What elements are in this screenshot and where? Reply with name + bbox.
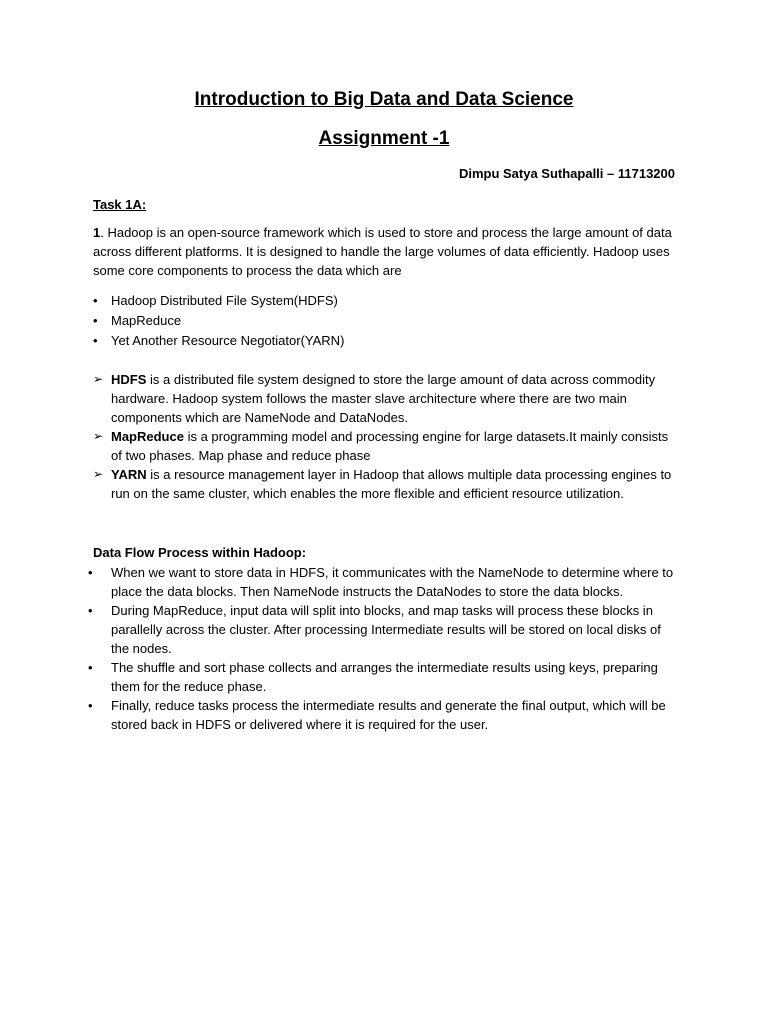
arrow-bullet-icon: ➢ [93,429,104,443]
list-item: • During MapReduce, input data will split into blocks, and map tasks will process these blocks in parallelly across the cluster. After processing Intermediate results will be stored on local disks of the nodes. [88,603,661,656]
bullet-dot-icon: • [88,698,93,713]
bullet-dot-icon: • [88,565,93,580]
intro-paragraph [93,223,678,280]
data-flow-heading: Data Flow Process within Hadoop: [93,545,307,560]
list-item: • Yet Another Resource Negotiator(YARN) [93,331,678,351]
list-item: • Hadoop Distributed File System(HDFS) [93,291,678,311]
list-item: ➢ HDFS is a distributed file system designed to store the large amount of data across commodity hardware. Hadoop system follows the master slave architecture where there are two main components which are NameNode and DataNodes. [93,372,656,425]
bullet-dot-icon: • [88,603,93,618]
intro-number: 1 [93,225,101,240]
component-details-list [93,370,678,503]
bullet-dot-icon: • [93,333,98,348]
arrow-bullet-icon: ➢ [93,467,104,481]
bullet-dot-icon: • [88,660,93,675]
data-flow-list [88,563,678,734]
intro-text: . Hadoop is an open-source framework which is used to store and process the large amount of data across different platforms. It is designed to handle the large volumes of data efficiently. Hadoop uses some core components to process the data which are [93,225,672,278]
list-item: • Finally, reduce tasks process the intermediate results and generate the final output, which will be stored back in HDFS or delivered where it is required for the user. [88,698,666,732]
list-item: • MapReduce [93,311,678,331]
list-item: • When we want to store data in HDFS, it communicates with the NameNode to determine where to place the data blocks. Then NameNode instructs the DataNodes to store the data blocks. [88,565,674,599]
list-item: ➢ MapReduce is a programming model and processing engine for large datasets.It mainly consists of two phases. Map phase and reduce phase [93,429,669,463]
list-item: • The shuffle and sort phase collects and arranges the intermediate results using keys, preparing them for the reduce phase. [88,660,658,694]
list-item: ➢ YARN is a resource management layer in Hadoop that allows multiple data processing engines to run on the same cluster, which enables the more flexible and efficient resource utilization. [93,467,672,501]
task-heading: Task 1A: [93,197,147,212]
document-title: Introduction to Big Data and Data Science [194,89,574,110]
author-line: Dimpu Satya Suthapalli – 11713200 [458,166,675,181]
bullet-dot-icon: • [93,313,98,328]
arrow-bullet-icon: ➢ [93,372,104,386]
components-list [93,291,678,351]
document-subtitle: Assignment -1 [318,128,450,149]
bullet-dot-icon: • [93,293,98,308]
